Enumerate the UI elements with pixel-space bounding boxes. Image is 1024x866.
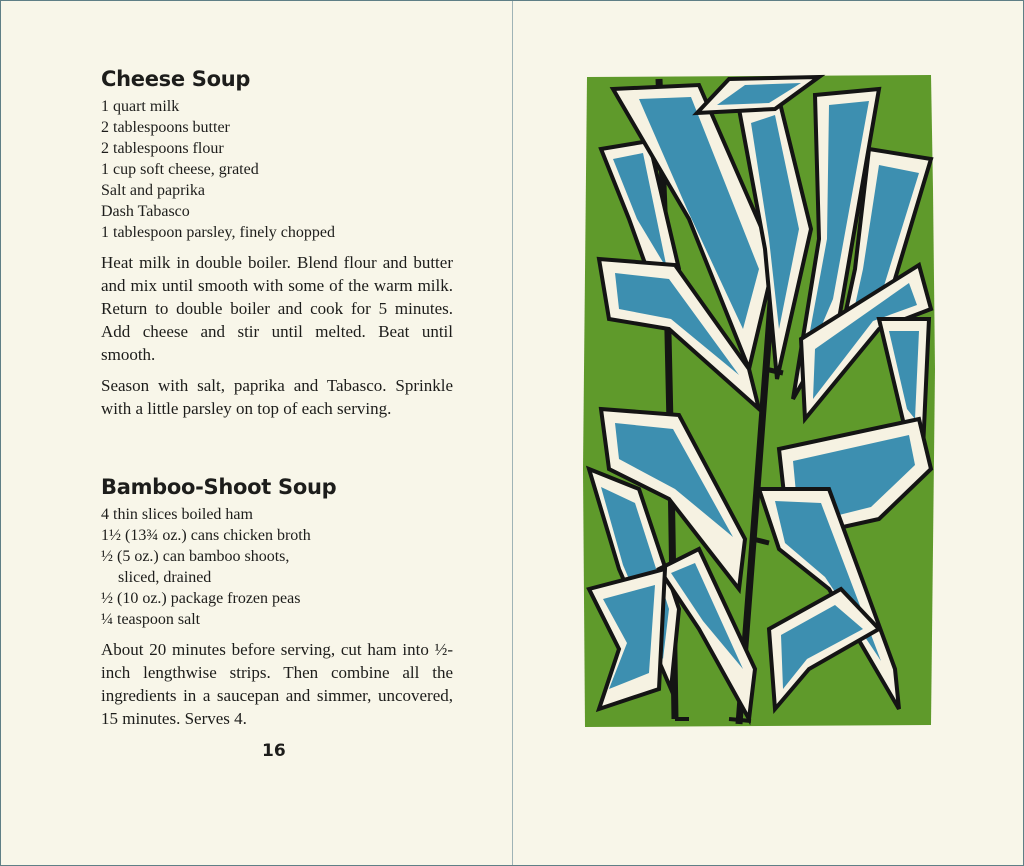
directions-paragraph: Season with salt, paprika and Tabasco. Sprinkle with a little parsley on top of each serving. — [101, 376, 453, 418]
ingredient-item: Dash Tabasco — [101, 203, 190, 220]
recipe-title: Cheese Soup — [101, 67, 251, 91]
ingredient-item: sliced, drained — [118, 569, 212, 586]
ingredient-item: ¼ teaspoon salt — [101, 611, 201, 628]
ingredient-item: 1½ (13¾ oz.) cans chicken broth — [101, 527, 311, 544]
ingredient-item: 1 tablespoon parsley, finely chopped — [101, 224, 336, 241]
ingredient-item: Salt and paprika — [101, 182, 205, 199]
ingredient-item: 4 thin slices boiled ham — [101, 506, 253, 523]
ingredient-item: ½ (5 oz.) can bamboo shoots, — [101, 548, 290, 565]
directions-paragraph: About 20 minutes before serving, cut ham into ½-inch lengthwise strips. Then combine all the ingredients in a saucepan and simmer, uncovered, 15 minutes. Serves 4. — [101, 640, 453, 728]
recipe-cheese-soup — [101, 67, 453, 420]
ingredient-list — [101, 504, 453, 630]
right-page — [513, 1, 1023, 865]
left-page — [1, 1, 512, 865]
ingredient-item: 1 quart milk — [101, 98, 180, 115]
recipe-title: Bamboo-Shoot Soup — [101, 475, 337, 499]
ingredient-item: 2 tablespoons butter — [101, 119, 230, 136]
ingredient-item: ½ (10 oz.) package frozen peas — [101, 590, 301, 607]
bamboo-illustration-icon — [579, 69, 939, 729]
recipe-bamboo-shoot-soup — [101, 475, 453, 730]
page-number: 16 — [262, 741, 286, 761]
ingredient-item: 1 cup soft cheese, grated — [101, 161, 259, 178]
ingredient-list — [101, 96, 453, 243]
ingredient-item: 2 tablespoons flour — [101, 140, 224, 157]
directions-paragraph: Heat milk in double boiler. Blend flour and butter and mix until smooth with some of the warm milk. Return to double boiler and cook for 5 minutes. Add cheese and stir until melted. Beat until smooth. — [101, 253, 453, 364]
